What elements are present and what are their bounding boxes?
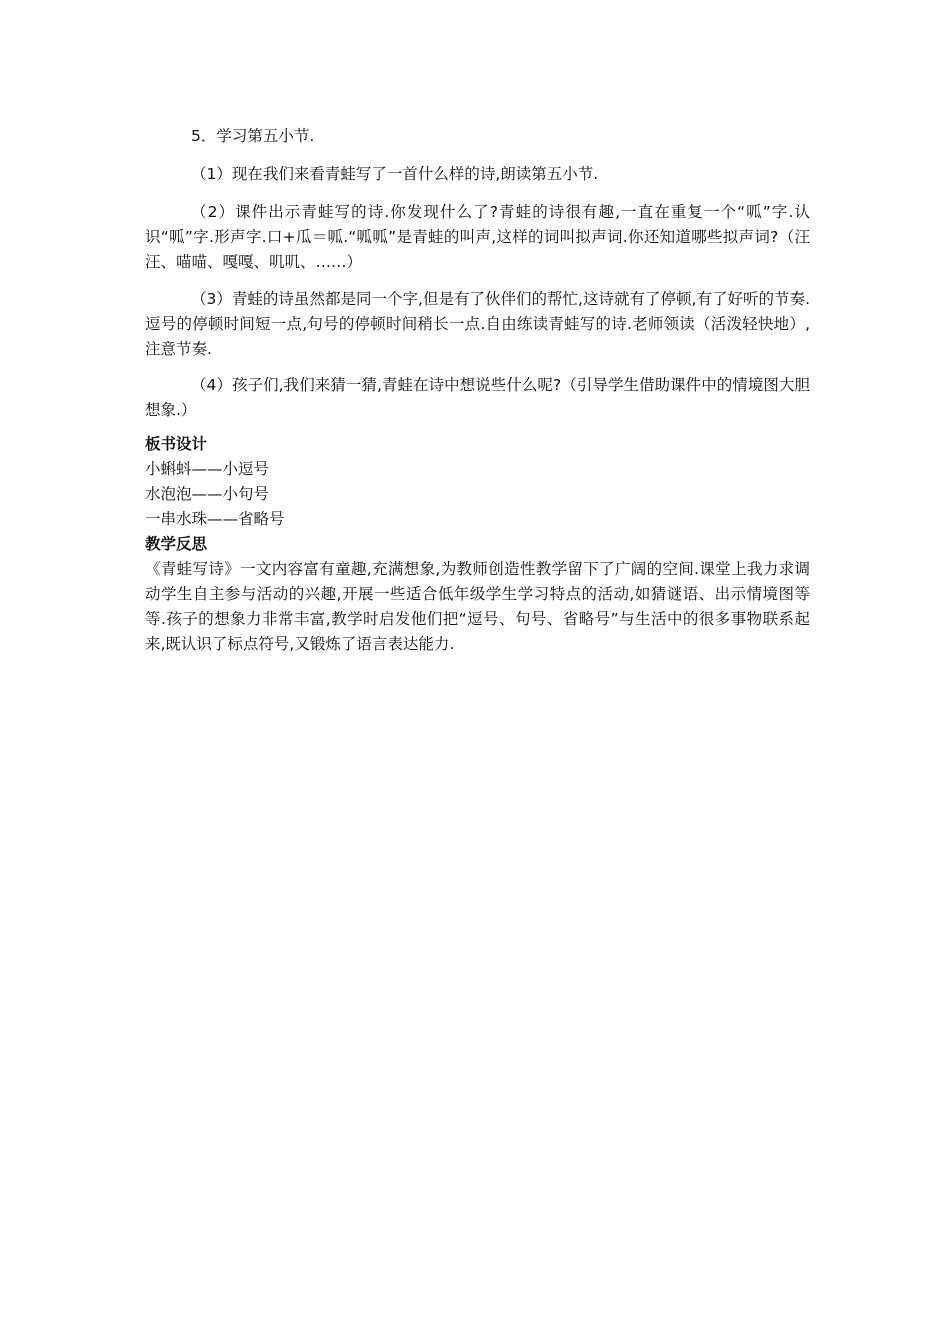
step-4: （4）孩子们,我们来猜一猜,青蛙在诗中想说些什么呢?（引导学生借助课件中的情境图大胆想象.）: [145, 376, 810, 419]
board-design-heading: 板书设计: [145, 435, 208, 453]
board-line-1: 小蝌蚪——小逗号: [145, 460, 270, 478]
section-five-title: 5．学习第五小节.: [191, 127, 315, 145]
step-2: （2）课件出示青蛙写的诗.你发现什么了?青蛙的诗很有趣,一直在重复一个“呱”字.认识“呱”字.形声字.口+瓜＝呱.“呱呱”是青蛙的叫声,这样的词叫拟声词.你还知道哪些拟声词?（汪汪、喵喵、嘎嘎、叽叽、……）: [145, 203, 810, 271]
reflection-text: 《青蛙写诗》一文内容富有童趣,充满想象,为教师创造性教学留下了广阔的空间.课堂上我力求调动学生自主参与活动的兴趣,开展一些适合低年级学生学习特点的活动,如猜谜语、出示情境图等等.孩子的想象力非常丰富,教学时启发他们把“逗号、句号、省略号”与生活中的很多事物联系起来,既认识了标点符号,又锻炼了语言表达能力.: [145, 560, 810, 653]
step-3: （3）青蛙的诗虽然都是同一个字,但是有了伙伴们的帮忙,这诗就有了停顿,有了好听的节奏.逗号的停顿时间短一点,句号的停顿时间稍长一点.自由练读青蛙写的诗.老师领读（活泼轻快地）,注意节奏.: [145, 290, 810, 358]
reflection-heading: 教学反思: [145, 535, 208, 553]
board-line-3: 一串水珠——省略号: [145, 510, 285, 528]
step-1: （1）现在我们来看青蛙写了一首什么样的诗,朗读第五小节.: [191, 165, 599, 183]
board-line-2: 水泡泡——小句号: [145, 485, 270, 503]
